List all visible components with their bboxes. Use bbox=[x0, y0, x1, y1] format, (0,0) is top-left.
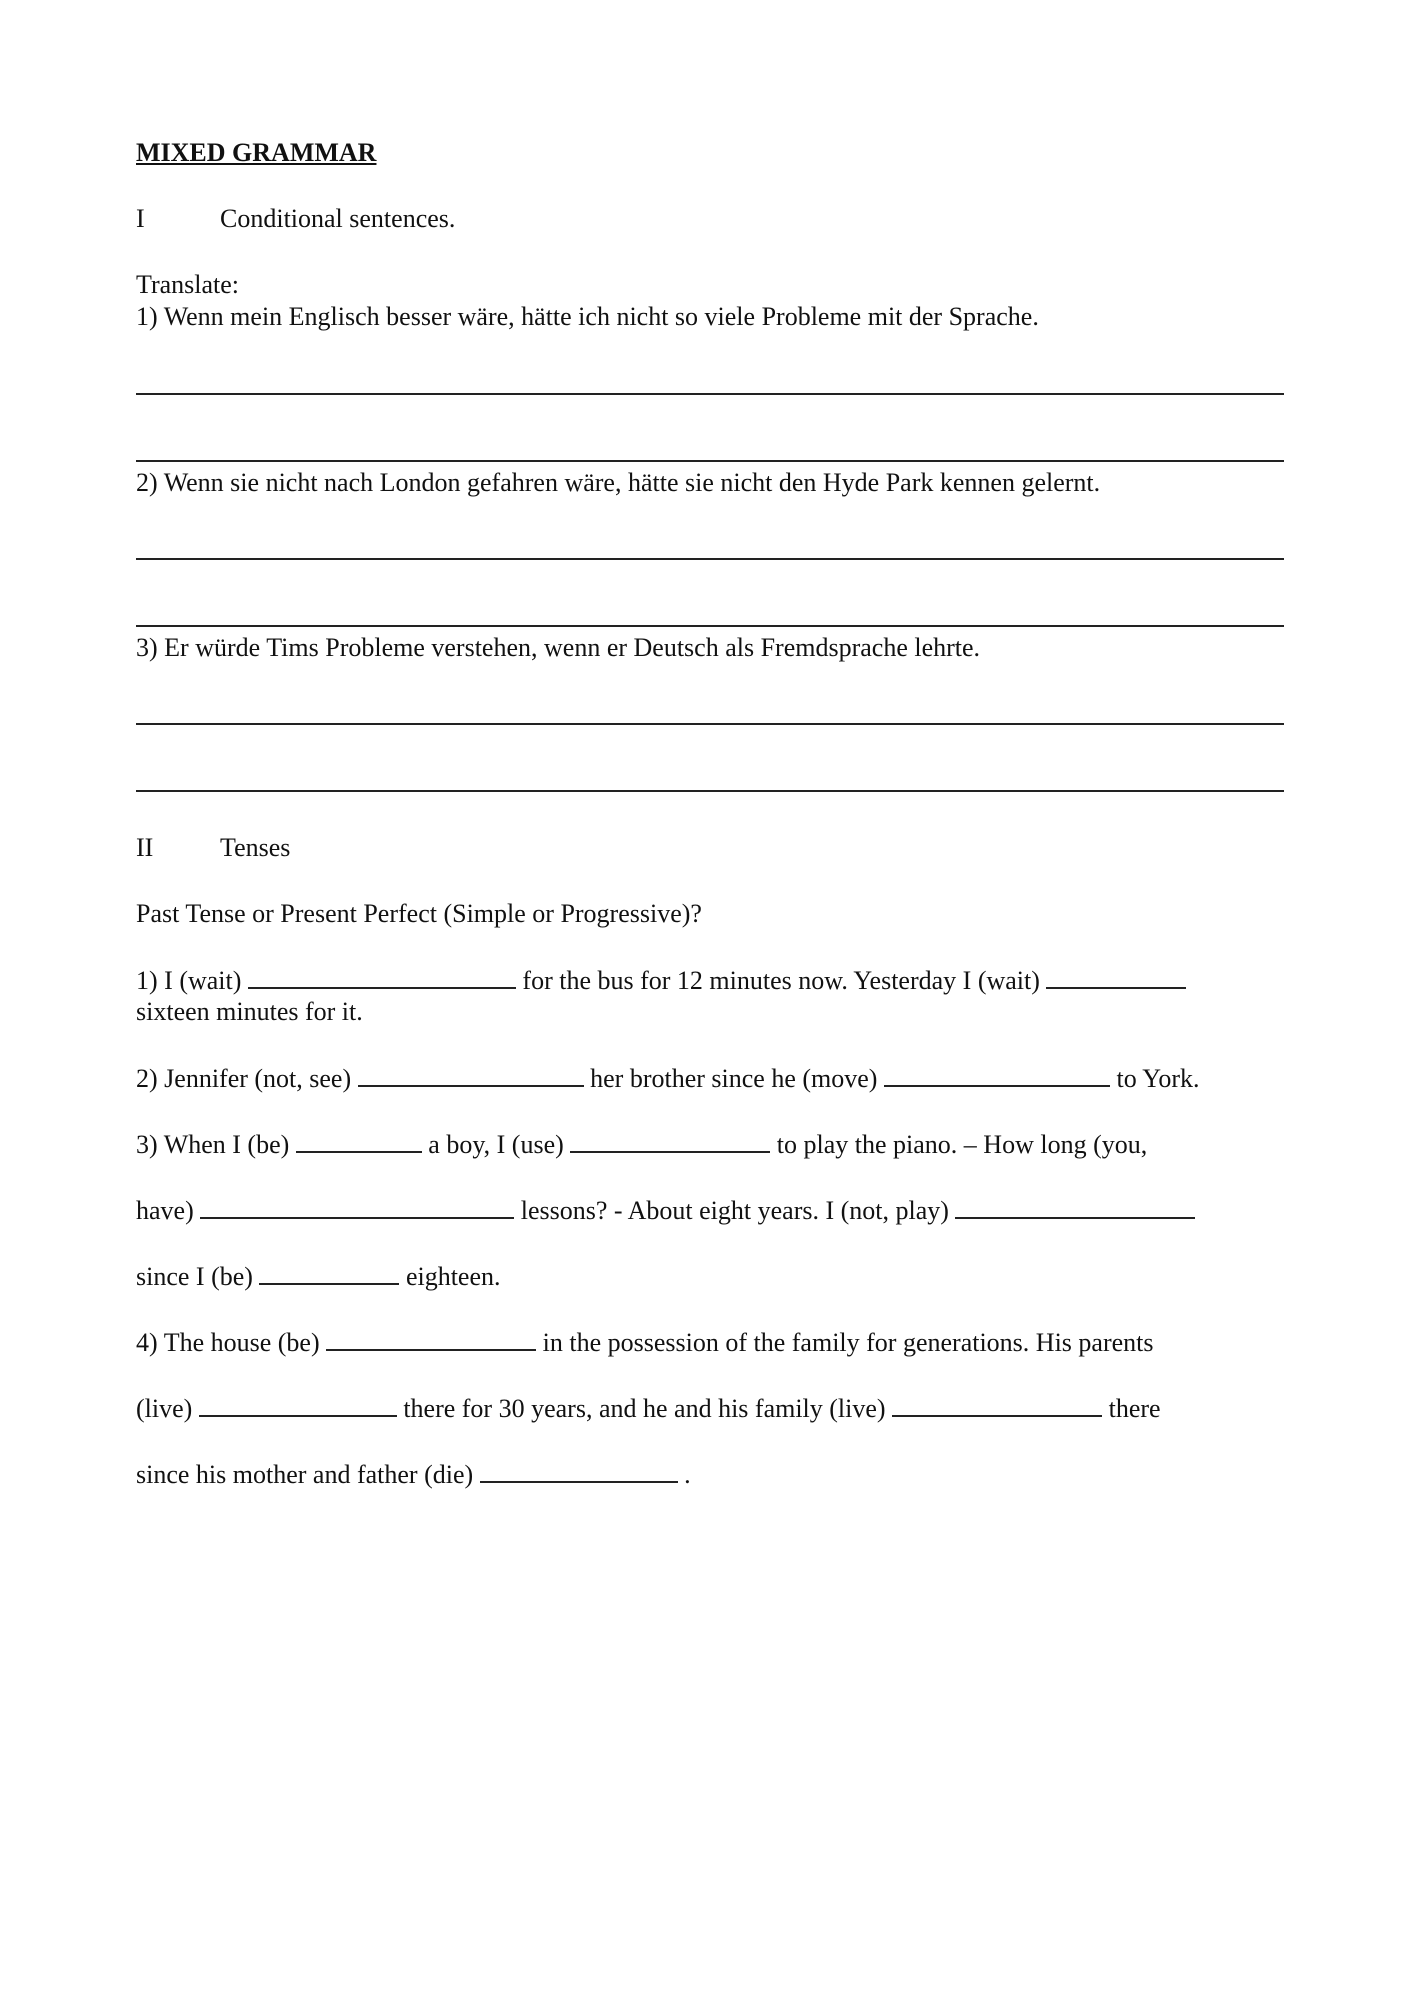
fill-blank[interactable] bbox=[892, 1393, 1102, 1417]
fill-blank[interactable] bbox=[326, 1327, 536, 1351]
question-text: since his mother and father (die) bbox=[136, 1460, 474, 1489]
section-2-number: II bbox=[136, 833, 154, 862]
fill-blank[interactable] bbox=[259, 1261, 399, 1285]
fill-blank[interactable] bbox=[296, 1129, 422, 1153]
question-text: 3) When I (be) bbox=[136, 1130, 290, 1159]
question-text: have) bbox=[136, 1196, 194, 1225]
section-1-instruction: Translate: bbox=[136, 270, 240, 299]
section-2-instruction: Past Tense or Present Perfect (Simple or Progressive)? bbox=[136, 899, 702, 928]
section-2-heading: Tenses bbox=[220, 833, 291, 862]
tense-question-3 bbox=[136, 1129, 1147, 1160]
fill-blank[interactable] bbox=[248, 965, 516, 989]
fill-blank[interactable] bbox=[884, 1063, 1110, 1087]
tense-question-4-line-2 bbox=[136, 1393, 1161, 1424]
question-text: there bbox=[1108, 1394, 1161, 1423]
question-text: (live) bbox=[136, 1394, 193, 1423]
translate-item-2: 2) Wenn sie nicht nach London gefahren wäre, hätte sie nicht den Hyde Park kennen gelernt. bbox=[136, 468, 1101, 497]
tense-question-3-line-2 bbox=[136, 1195, 1195, 1226]
question-text: lessons? - About eight years. I (not, play) bbox=[520, 1196, 949, 1225]
translate-item-3: 3) Er würde Tims Probleme verstehen, wenn er Deutsch als Fremdsprache lehrte. bbox=[136, 633, 981, 662]
question-text: eighteen. bbox=[405, 1262, 501, 1291]
question-text: to play the piano. – How long (you, bbox=[776, 1130, 1148, 1159]
answer-line[interactable] bbox=[136, 723, 1284, 725]
question-text: 4) The house (be) bbox=[136, 1328, 320, 1357]
tense-question-4-line-3 bbox=[136, 1459, 691, 1490]
translate-item-1: 1) Wenn mein Englisch besser wäre, hätte ich nicht so viele Probleme mit der Sprache. bbox=[136, 302, 1039, 331]
page-title: MIXED GRAMMAR bbox=[136, 138, 377, 167]
section-1-heading: Conditional sentences. bbox=[220, 204, 456, 233]
fill-blank[interactable] bbox=[955, 1195, 1195, 1219]
tense-question-4 bbox=[136, 1327, 1154, 1358]
section-1-number: I bbox=[136, 204, 145, 233]
fill-blank[interactable] bbox=[200, 1195, 514, 1219]
question-text: 2) Jennifer (not, see) bbox=[136, 1064, 352, 1093]
fill-blank[interactable] bbox=[358, 1063, 584, 1087]
tense-question-1-cont: sixteen minutes for it. bbox=[136, 997, 363, 1026]
tense-question-3-line-3 bbox=[136, 1261, 501, 1292]
fill-blank[interactable] bbox=[570, 1129, 770, 1153]
question-text: there for 30 years, and he and his family (live) bbox=[403, 1394, 886, 1423]
question-text: 1) I (wait) bbox=[136, 966, 242, 995]
answer-line[interactable] bbox=[136, 625, 1284, 627]
answer-line[interactable] bbox=[136, 558, 1284, 560]
answer-line[interactable] bbox=[136, 790, 1284, 792]
question-text: since I (be) bbox=[136, 1262, 253, 1291]
tense-question-1 bbox=[136, 965, 1186, 996]
question-text: to York. bbox=[1116, 1064, 1200, 1093]
question-text: a boy, I (use) bbox=[428, 1130, 564, 1159]
fill-blank[interactable] bbox=[199, 1393, 397, 1417]
fill-blank[interactable] bbox=[1046, 965, 1186, 989]
answer-line[interactable] bbox=[136, 460, 1284, 462]
tense-question-2 bbox=[136, 1063, 1200, 1094]
fill-blank[interactable] bbox=[480, 1459, 678, 1483]
answer-line[interactable] bbox=[136, 393, 1284, 395]
question-text: in the possession of the family for generations. His parents bbox=[542, 1328, 1154, 1357]
question-text: . bbox=[684, 1460, 691, 1489]
question-text: her brother since he (move) bbox=[590, 1064, 878, 1093]
question-text: for the bus for 12 minutes now. Yesterday I (wait) bbox=[522, 966, 1040, 995]
